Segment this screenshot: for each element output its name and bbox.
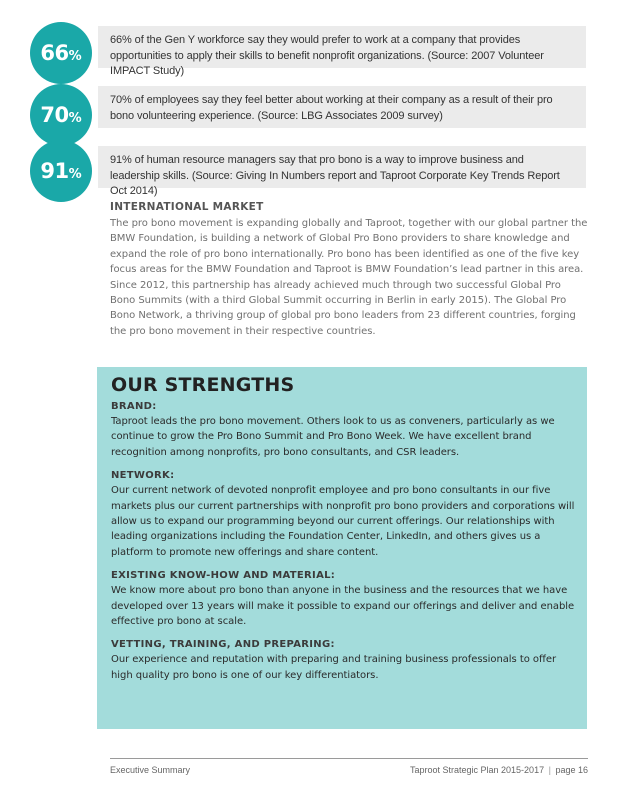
footer-document-title: Taproot Strategic Plan 2015-2017 <box>409 765 545 775</box>
stat-unit: % <box>68 48 82 64</box>
stat-circle <box>30 22 92 84</box>
section-heading: INTERNATIONAL MARKET <box>110 201 264 213</box>
stat-text: 66% of the Gen Y workforce say they would prefer to work at a company that provides opportunities to apply their skills to benefit nonprofit organizations. (Source: 2007 Volunteer IMPACT Study) <box>110 34 544 77</box>
page-footer <box>110 758 588 775</box>
stat-text: 91% of human resource managers say that pro bono is a way to improve business and leadership skills. (Source: Giving In Numbers report and Taproot Corporate Key Trends Report Oct 2014) <box>110 154 560 197</box>
section-body: The pro bono movement is expanding globally and Taproot, together with our global partner the BMW Foundation, is building a network of Global Pro Bono providers to share knowledge and expand the role of pro bono internationally. Pro bono has been identified as one of the five key focus areas for the BMW Foundation and Taproot is BMW Foundation’s lead partner in this area. Since 2012, this partnership has already achieved much through two successful Global Pro Bono Summits (with a third Global Summit occurring in Berlin in early 2015). The Global Pro Bono Network, a thriving group of global pro bono leaders from 23 different countries, forging the pro bono movement in their respective countries. <box>110 218 588 337</box>
stat-row <box>30 86 588 148</box>
strengths-title: OUR STRENGTHS <box>111 374 295 396</box>
stat-number: 91 <box>40 159 69 183</box>
international-market-section <box>110 201 588 339</box>
stat-unit: % <box>68 110 82 126</box>
strength-heading: NETWORK: <box>111 470 175 482</box>
stat-number: 70 <box>40 103 69 127</box>
footer-right <box>410 765 588 775</box>
strength-body: Our current network of devoted nonprofit employee and pro bono consultants in our five markets plus our current partnerships with nonprofit pro bono providers and corporations will allow us to expand our programming beyond our current offerings. Our relationships with leading organizations including the Foundation Center, LinkedIn, and others gives us a platform to promote new offerings and share content. <box>111 485 575 558</box>
stat-circle <box>30 140 92 202</box>
strength-heading: VETTING, TRAINING, AND PREPARING: <box>111 639 335 651</box>
stat-text-box <box>98 86 586 128</box>
stat-text-box <box>98 26 586 77</box>
stat-row <box>30 26 588 88</box>
strength-body: Taproot leads the pro bono movement. Others look to us as conveners, particularly as we continue to grow the Pro Bono Summit and Pro Bono Week. We have excellent brand recognition among nonprofits, pro bono consultants, and CSR leaders. <box>111 416 555 458</box>
stat-circle <box>30 84 92 146</box>
stat-unit: % <box>68 166 82 182</box>
strengths-panel <box>97 367 587 729</box>
footer-section-label: Executive Summary <box>110 765 191 775</box>
strength-heading: BRAND: <box>111 401 157 412</box>
strength-body: We know more about pro bono than anyone in the business and the resources that we have developed over 13 years will make it possible to expand our offerings and deliver and enable effective pro bono at scale. <box>111 585 575 628</box>
stat-number: 66 <box>40 41 69 65</box>
stat-text: 70% of employees say they feel better about working at their company as a result of their pro bono volunteering experience. (Source: LBG Associates 2009 survey) <box>110 94 553 122</box>
footer-separator: | <box>548 765 551 775</box>
stat-text-box <box>98 146 586 197</box>
stat-row <box>30 146 588 208</box>
page-number: page 16 <box>555 765 588 775</box>
strength-body: Our experience and reputation with preparing and training business professionals to offer high quality pro bono is one of our key differentiators. <box>111 654 557 681</box>
strength-heading: EXISTING KNOW-HOW AND MATERIAL: <box>111 570 336 582</box>
